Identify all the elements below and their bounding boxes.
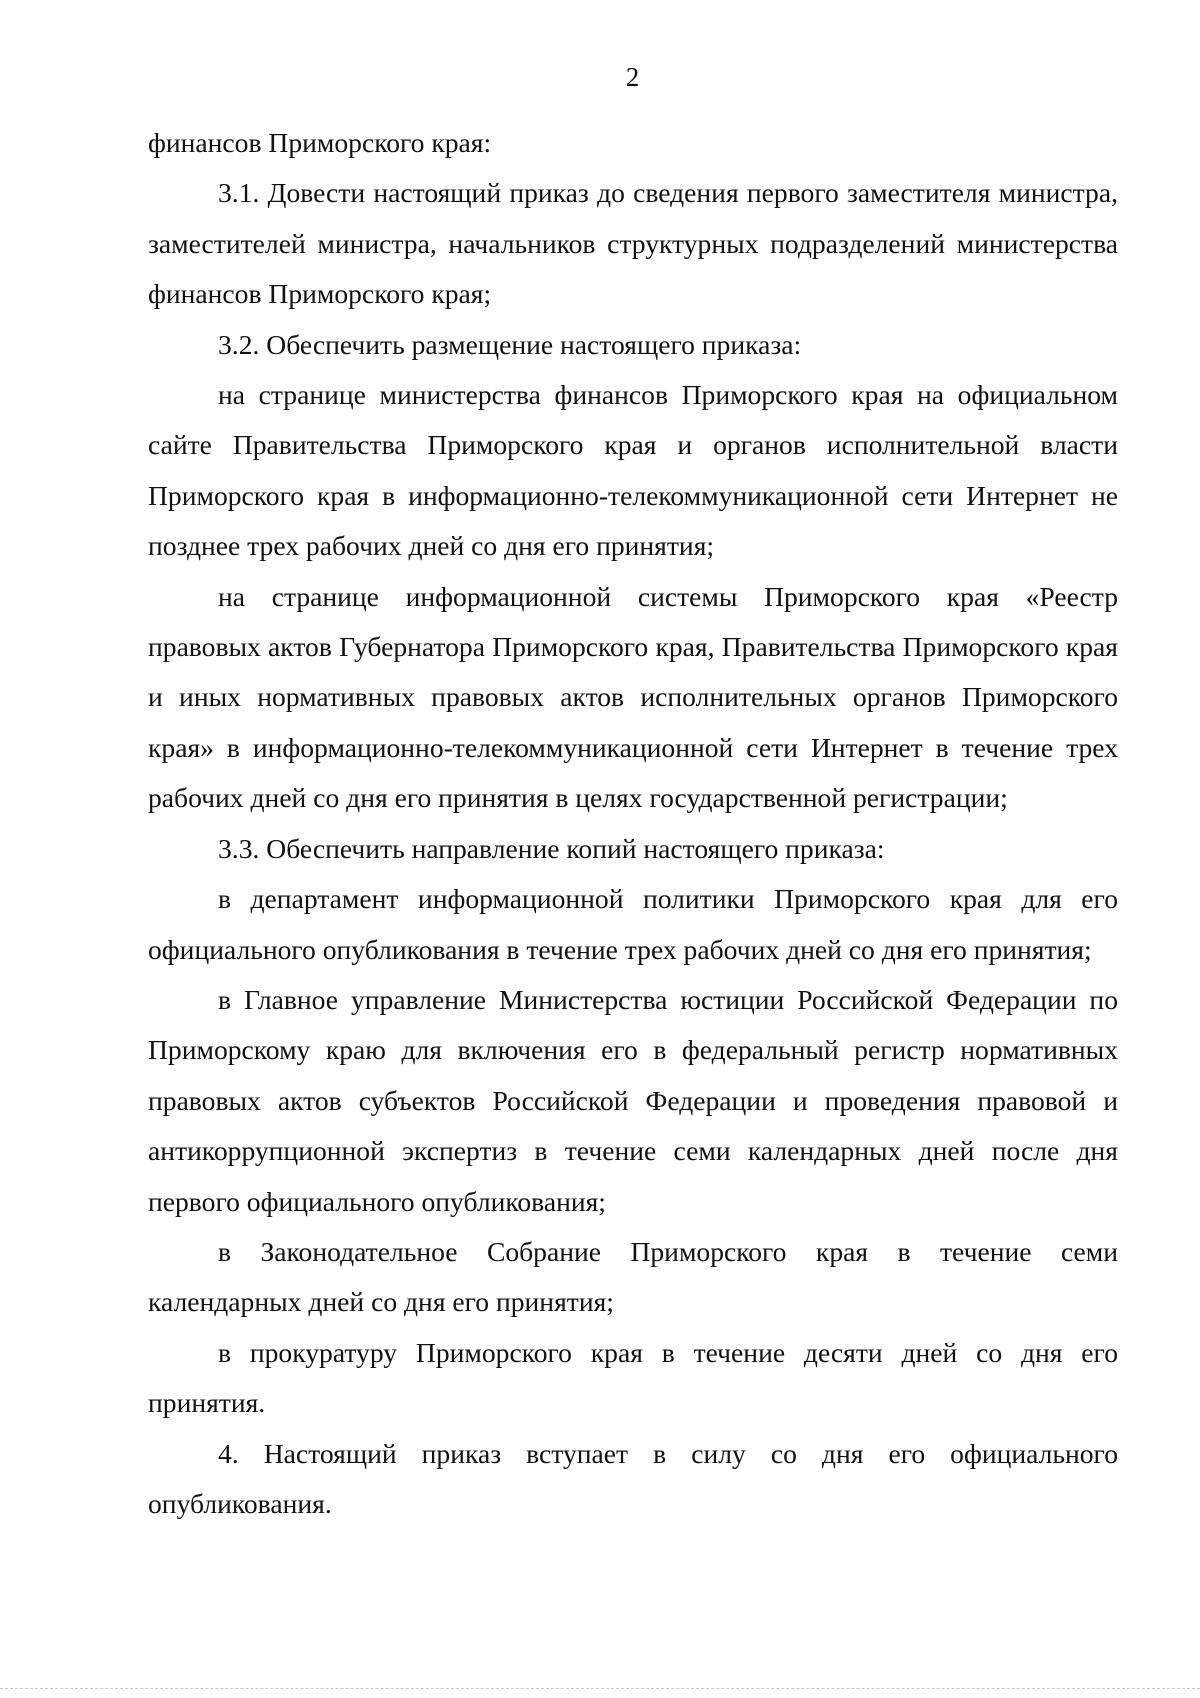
paragraph-ministry-of-justice: в Главное управление Министерства юстиции Российской Федерации по Приморскому краю для включения его в федеральный регистр нормативных правовых актов субъектов Российской Федерации и проведения правовой и антикоррупционной экспертиз в течение семи календарных дней после дня первого официального опубликования; <box>148 983 1118 1217</box>
paragraph-prosecutor: в прокуратуру Приморского края в течение десяти дней со дня его принятия. <box>148 1336 1118 1419</box>
paragraph-official-site: на странице министерства финансов Приморского края на официальном сайте Правительства Приморского края и органов исполнительной власти Приморского края в информационно-телекоммуникационной сети Интернет не позднее трех рабочих дней со дня его принятия; <box>148 379 1118 562</box>
paragraph-information-policy: в департамент информационной политики Приморского края для его официального опубликования в течение трех рабочих дней со дня его принятия; <box>148 883 1118 965</box>
paragraph-3-3: 3.3. Обеспечить направление копий настоящего приказа: <box>218 832 885 864</box>
page-number: 2 <box>625 62 640 92</box>
page-bottom-edge <box>0 1688 1200 1689</box>
paragraph-3-2: 3.2. Обеспечить размещение настоящего приказа: <box>218 328 802 360</box>
paragraph-legislative-assembly: в Законодательное Собрание Приморского края в течение семи календарных дней со дня его принятия; <box>148 1235 1118 1318</box>
document-body <box>148 118 1118 1529</box>
paragraph-registry: на странице информационной системы Приморского края «Реестр правовых актов Губернатора Приморского края, Правительства Приморского края и иных нормативных правовых актов исполнительных органов Приморского края» в информационно-телекоммуникационной сети Интернет в течение трех рабочих дней со дня его принятия в целях государственной регистрации; <box>148 580 1118 814</box>
paragraph-continuation: финансов Приморского края: <box>148 127 492 158</box>
paragraph-4-effective-date: 4. Настоящий приказ вступает в силу со дня его официального опубликования. <box>148 1437 1118 1519</box>
paragraph-3-1: 3.1. Довести настоящий приказ до сведения первого заместителя министра, заместителей министра, начальников структурных подразделений министерства финансов Приморского края; <box>148 177 1118 310</box>
